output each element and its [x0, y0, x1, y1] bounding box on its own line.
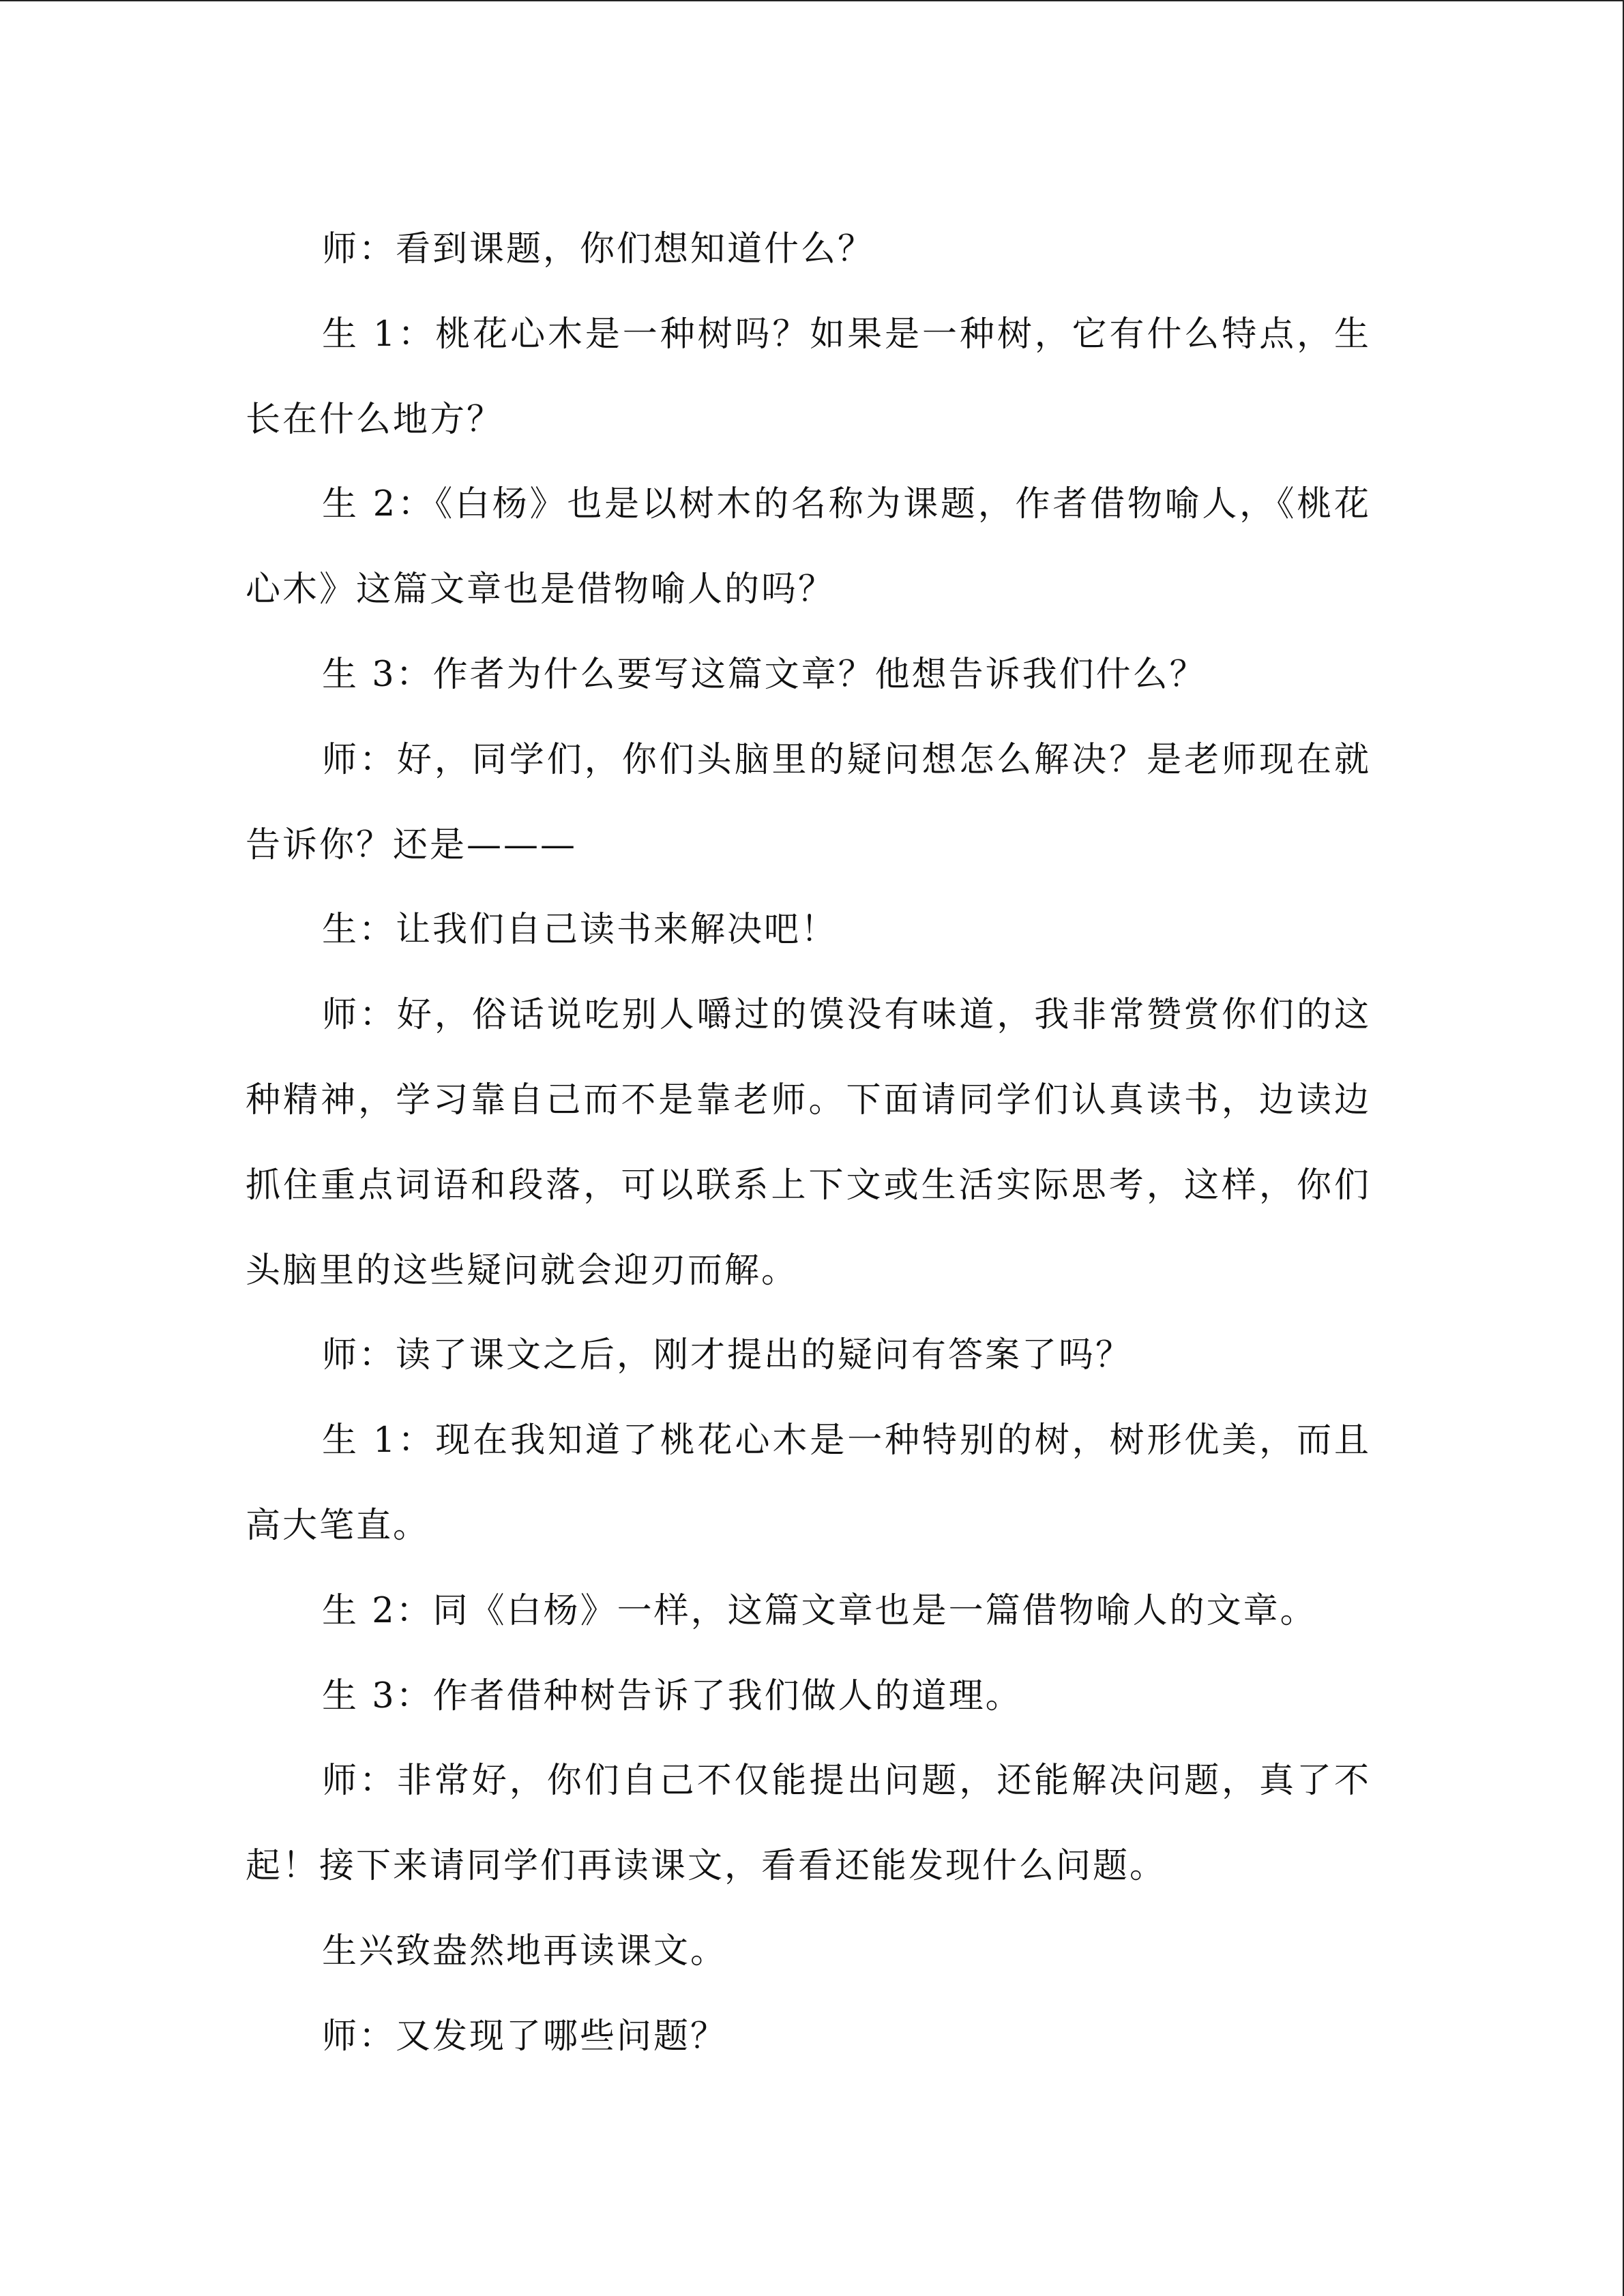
paragraph-13: 生兴致盎然地再读课文。 [322, 1930, 728, 1971]
paragraph-7: 师：好，俗话说吃别人嚼过的馍没有味道，我非常赞赏你们的这种精神，学习靠自己而不是靠老师。下面请同学们认真读书，边读边抓住重点词语和段落，可以联系上下文或生活实际思考，这样，你们头脑里的这些疑问就会迎刃而解。 [246, 995, 1371, 1291]
document-body [246, 207, 1371, 2080]
paragraph-10: 生 2：同《白杨》一样，这篇文章也是一篇借物喻人的文章。 [322, 1590, 1317, 1631]
paragraph-4: 生 3：作者为什么要写这篇文章？他想告诉我们什么？ [322, 654, 1207, 695]
paragraph-9: 生 1：现在我知道了桃花心木是一种特别的树，树形优美，而且高大笔直。 [246, 1420, 1371, 1546]
paragraph-6: 生：让我们自己读书来解决吧！ [322, 910, 838, 951]
paragraph-11: 生 3：作者借种树告诉了我们做人的道理。 [322, 1675, 1022, 1716]
paragraph-5: 师：好，同学们，你们头脑里的疑问想怎么解决？是老师现在就告诉你？还是——— [246, 739, 1371, 865]
paragraph-14: 师：又发现了哪些问题？ [322, 2016, 728, 2057]
paragraph-2: 生 1：桃花心木是一种树吗？如果是一种树，它有什么特点，生长在什么地方？ [246, 314, 1371, 440]
paragraph-1: 师：看到课题，你们想知道什么？ [322, 229, 875, 269]
paragraph-3: 生 2：《白杨》也是以树木的名称为课题，作者借物喻人，《桃花心木》这篇文章也是借物喻人的吗？ [246, 484, 1371, 610]
paragraph-12: 师：非常好，你们自己不仅能提出问题，还能解决问题，真了不起！接下来请同学们再读课文，看看还能发现什么问题。 [246, 1761, 1371, 1887]
paragraph-8: 师：读了课文之后，刚才提出的疑问有答案了吗？ [322, 1335, 1133, 1376]
